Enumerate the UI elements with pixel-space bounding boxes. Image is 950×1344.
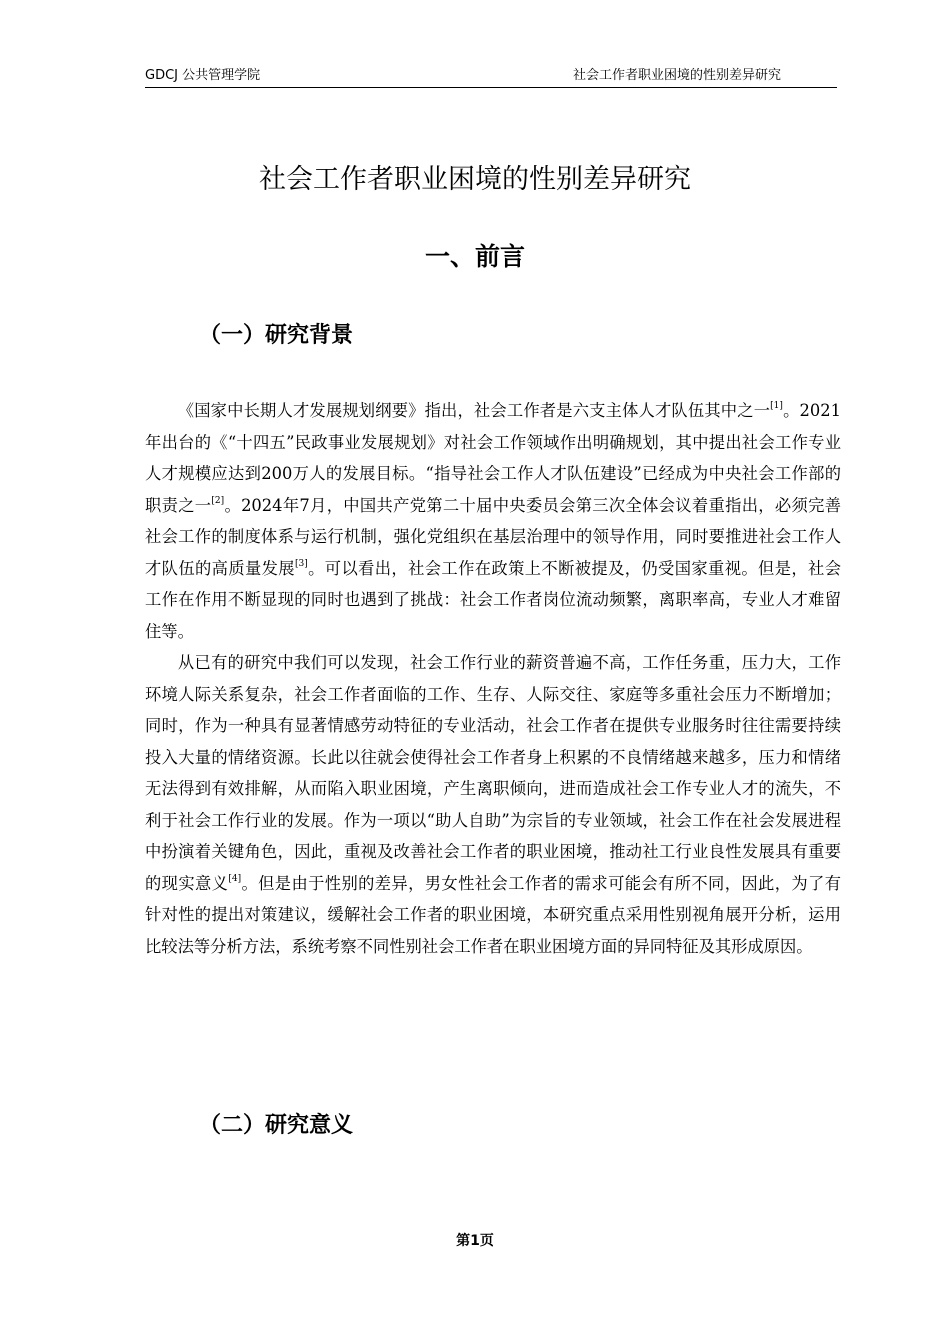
citation-marker: [4] (228, 873, 242, 884)
subsection-heading-background: （一）研究背景 (199, 323, 354, 348)
citation-marker: [1] (770, 401, 783, 411)
body-text (145, 395, 841, 962)
header-institution: GDCJ 公共管理学院 (145, 68, 261, 83)
paragraph-text: 。2024年7月，中国共产党第二十届中央委员会第三次全体会议着重指出，必须完善社会工作的制度体系与运行机制，强化党组织在基层治理中的领导作用，同时要推进社会工作人才队伍的高质量发展 (145, 495, 841, 578)
section-heading-preface: 一、前言 (424, 242, 525, 271)
paragraph-text: 。2021年出台的《“十四五”民政事业发展规划》对社会工作领域作出明确规划，其中提出社会工作专业人才规模应达到200万人的发展目标。“指导社会工作人才队伍建设”已经成为中央社会工作部的职责之一 (145, 401, 841, 515)
paragraph-text: 。可以看出，社会工作在政策上不断被提及，仍受国家重视。但是，社会工作在作用不断显现的同时也遇到了挑战：社会工作者岗位流动频繁，离职率高，专业人才难留住等。 (145, 558, 841, 641)
paragraph-text: 《国家中长期人才发展规划纲要》指出，社会工作者是六支主体人才队伍其中之一 (177, 401, 771, 420)
page-header (145, 66, 837, 88)
page-number: 第1页 (456, 1233, 494, 1249)
subsection-heading-significance: （二）研究意义 (199, 1113, 354, 1138)
citation-marker: [2] (211, 495, 225, 506)
citation-marker: [3] (294, 558, 308, 569)
document-title: 社会工作者职业困境的性别差异研究 (259, 164, 691, 195)
paragraph (145, 395, 841, 647)
header-running-title: 社会工作者职业困境的性别差异研究 (572, 68, 781, 83)
paragraph-text: 从已有的研究中我们可以发现，社会工作行业的薪资普遍不高，工作任务重，压力大，工作环境人际关系复杂，社会工作者面临的工作、生存、人际交往、家庭等多重社会压力不断增加；同时，作为一种具有显著情感劳动特征的专业活动，社会工作者在提供专业服务时往往需要持续投入大量的情绪资源。长此以往就会使得社会工作者身上积累的不良情绪越来越多，压力和情绪无法得到有效排解，从而陷入职业困境，产生离职倾向，进而造成社会工作专业人才的流失，不利于社会工作行业的发展。作为一项以“助人自助”为宗旨的专业领域，社会工作在社会发展进程中扮演着关键角色，因此，重视及改善社会工作者的职业困境，推动社工行业良性发展具有重要的现实意义 (145, 653, 841, 893)
paragraph (145, 647, 841, 962)
paragraph-text: 。但是由于性别的差异，男女性社会工作者的需求可能会有所不同，因此，为了有针对性的提出对策建议，缓解社会工作者的职业困境，本研究重点采用性别视角展开分析，运用比较法等分析方法，系统考察不同性别社会工作者在职业困境方面的异同特征及其形成原因。 (145, 873, 841, 956)
